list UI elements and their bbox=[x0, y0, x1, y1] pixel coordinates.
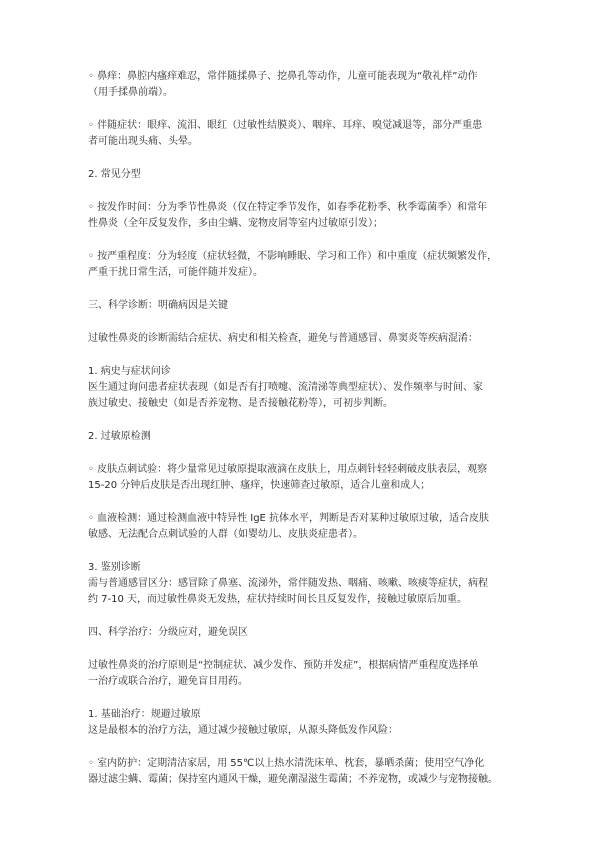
block-differential bbox=[88, 560, 507, 608]
block-history bbox=[88, 364, 507, 412]
paragraph-accompanying-symptoms: ◦ 伴随症状：眼痒、流泪、眼红（过敏性结膜炎）、咽痒、耳痒、嗅觉减退等，部分严重患 者可能出现头痛、头晕。 bbox=[88, 120, 483, 147]
heading-allergen-testing: 2. 过敏原检测 bbox=[88, 431, 151, 442]
heading-common-types: 2. 常见分型 bbox=[88, 169, 141, 180]
block-basic-treatment bbox=[88, 707, 507, 739]
heading-history-inquiry: 1. 病史与症状问诊 bbox=[88, 366, 171, 377]
heading-section-diagnosis: 三、科学诊断：明确病因是关键 bbox=[88, 300, 228, 311]
heading-section-treatment: 四、科学治疗：分级应对，避免误区 bbox=[88, 627, 248, 638]
paragraph-differential-diagnosis: 需与普通感冒区分：感冒除了鼻塞、流涕外，常伴随发热、咽痛、咳嗽、咳痰等症状，病程 约 7-10 天，而过敏性鼻炎无发热，症状持续时间长且反复发作，接触过敏原后加重。 bbox=[88, 578, 488, 605]
paragraph-by-severity: ◦ 按严重程度：分为轻度（症状轻微，不影响睡眠、学习和工作）和中重度（症状频繁发作， 严重干扰日常生活，可能伴随并发症）。 bbox=[88, 251, 498, 278]
paragraph-skin-prick-test: ◦ 皮肤点刺试验：将少量常见过敏原提取液滴在皮肤上，用点刺针轻轻刺破皮肤表层，观察 15-20 分钟后皮肤是否出现红肿、瘙痒，快速筛查过敏原，适合儿童和成人； bbox=[88, 464, 488, 491]
paragraph-history-inquiry: 医生通过询问患者症状表现（如是否有打喷嚏、流清涕等典型症状）、发作频率与时间、家 族过敏史、接触史（如是否养宠物、是否接触花粉等），可初步判断。 bbox=[88, 382, 483, 409]
paragraph-blood-test: ◦ 血液检测：通过检测血液中特异性 IgE 抗体水平，判断是否对某种过敏原过敏，适合皮肤 敏感、无法配合点刺试验的人群（如婴幼儿、皮肤炎症患者）。 bbox=[88, 513, 490, 540]
heading-differential-diagnosis: 3. 鉴别诊断 bbox=[88, 562, 141, 573]
paragraph-indoor-protection: ◦ 室内防护：定期清洁家居，用 55℃以上热水清洗床单、枕套，暴晒杀菌；使用空气净化 器过滤尘螨、霉菌；保持室内通风干燥，避免潮湿滋生霉菌；不养宠物，或减少与宠物接触。 bbox=[88, 758, 498, 785]
paragraph-basic-treatment: 这是最根本的治疗方法，通过减少接触过敏原，从源头降低发作风险： bbox=[88, 725, 398, 736]
paragraph-diagnosis-intro: 过敏性鼻炎的诊断需结合症状、病史和相关检查，避免与普通感冒、鼻窦炎等疾病混淆： bbox=[88, 333, 478, 344]
paragraph-nasal-itch: ◦ 鼻痒：鼻腔内瘙痒难忍，常伴随揉鼻子、挖鼻孔等动作，儿童可能表现为“敬礼样”动作 （用手揉鼻前端）。 bbox=[88, 71, 478, 98]
paragraph-treatment-principle: 过敏性鼻炎的治疗原则是“控制症状、减少发作、预防并发症”，根据病情严重程度选择单 一治疗或联合治疗，避免盲目用药。 bbox=[88, 660, 479, 687]
heading-basic-treatment: 1. 基础治疗：规避过敏原 bbox=[88, 709, 201, 720]
paragraph-by-onset-time: ◦ 按发作时间：分为季节性鼻炎（仅在特定季节发作，如春季花粉季、秋季霉菌季）和常年 性鼻炎（全年反复发作，多由尘螨、宠物皮屑等室内过敏原引发）； bbox=[88, 202, 488, 229]
